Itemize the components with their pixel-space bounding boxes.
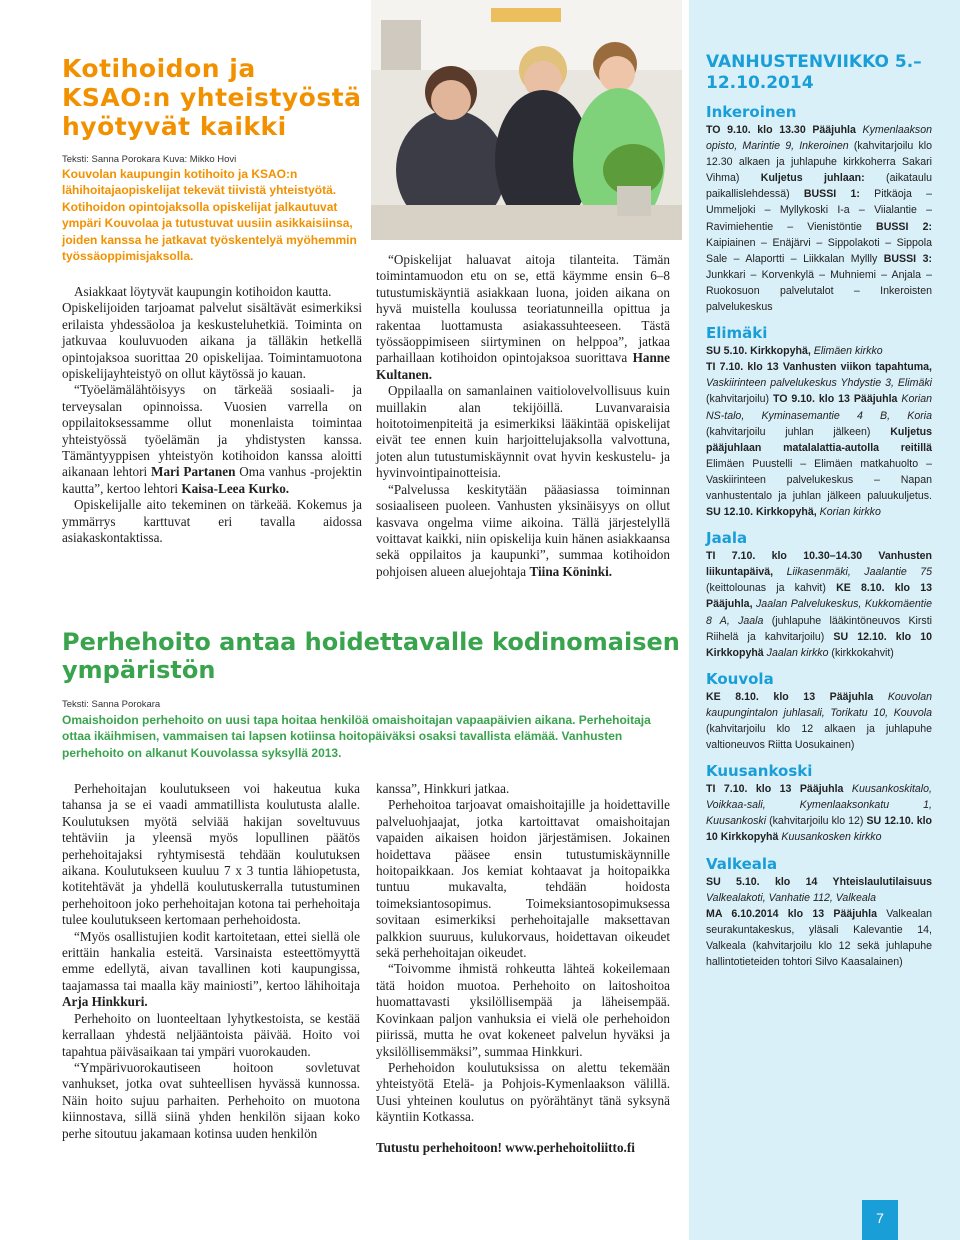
sidebar-section-kouvola [706,670,932,753]
section-heading: Kuusankoski [706,762,813,781]
page-number: 7 [862,1200,898,1240]
sidebar-section-jaala [706,529,932,661]
person-name: Tiina Köninki. [529,563,613,579]
section-heading: Kouvola [706,669,774,688]
person-name: Hanne Kultanen. [376,350,670,382]
article1-column-1 [62,284,362,547]
article1-headline: Kotihoidon ja KSAO:n yhteistyöstä hyötyvät kaikki [62,54,362,141]
paragraph: “Ympärivuorokautiseen hoitoon sovletuvat vanhukset, jotka ovat suhteellisen hyvässä kunnossa. Näin hoito sujuu parhaiten. Perhehoito on muotona kiinnostava, sillä siinä yhden henkilön sijaan koko perhe sitoutuu jakamaan kotinsa uuden henkilön [62,1059,360,1141]
paragraph: Oppilaalla on samanlainen vaitiolovelvollisuus kuin muillakin alan tekijöillä. Luvanvaraisia hoitotoimenpiteitä ja esimerkiksi lääkintää opiskelijat eivät tee ennen kuin harjoittelujaksolla valvottuna, joten alun tutustumiskäynnit ovat hyvin keskustelu- ja hyvinvointipainotteisia. [376,383,670,481]
article1-column-2 [376,252,670,580]
website-link[interactable]: Tutustu perhehoitoon! www.perhehoitoliitto.fi [376,1139,635,1155]
event-list: TI 7.10. klo 10.30–14.30 Vanhusten liikuntapäivä, Liikasenmäki, Jaalantie 75 (keittolounas ja kahvit) KE 8.10. klo 13 Pääjuhla, Jaalan Palvelukeskus, Kukkomäentie 8 A, Jaala (juhlapuhe lääkintöneuvos Kirsti Riihelä ja kahvitarjoilu) SU 12.10. klo 10 Kirkkopyhä Jaalan kirkko (kirkkokahvit) [706,550,933,659]
article2-column-1 [62,781,360,1142]
paragraph: “Myös osallistujien kodit kartoitetaan, ettei siellä ole erittäin hankalia esteitä. Varsinaista esteettömyyttä emme edellytä, aivan tavallinen koti kaupungissa, taajamassa tai maalla käy mainiosti”, kertoo lähihoitaja Arja Hinkkuri. [62,928,360,1010]
event-list: TI 7.10. klo 13 Pääjuhla Kuusankoskitalo, Voikkaa-sali, Kymenlaaksonkatu 1, Kuusankoski (kahvitarjoilu klo 12) SU 12.10. klo 10 Kirkkopyhä Kuusankosken kirkko [706,783,932,844]
sidebar-section-elimaki [706,324,932,520]
event-list: TO 9.10. klo 13.30 Pääjuhla Kymenlaakson opisto, Marintie 9, Inkeroinen (kahvitarjoilu klo 12.30 alkaen ja juhlapuhe kirkkoherra Sakari Vihma) Kuljetus juhlaan: (aikataulu paikallislehdessä) BUSSI 1: Pitkäoja – Ummeljoki – Myllykoski I-a – Viialantie – Ravimiehentie – Vienistöntie BUSSI 2: Kaipiainen – Enäjärvi – Sippolakoti – Sippola Sale – Alaportti – Liikkalan Myllly BUSSI 3: Junkkari – Korvenkylä – Muhniemi – Anjala – Ruokosuon palvelutalot – Inkeroisten palvelukeskus [706,124,932,314]
section-heading: Elimäki [706,324,768,343]
event-list: KE 8.10. klo 13 Pääjuhla Kouvolan kaupungintalon juhlasali, Torikatu 10, Kouvola (kahvitarjoilu klo 12 alkaen ja juhlapuhe valtioneuvos Riitta Uosukainen) [706,690,932,752]
paragraph: “Toivomme ihmistä rohkeutta lähteä kokeilemaan tätä hoidon muotoa. Perhehoito on laitoshoitoa huomattavasti yksilöllisempää ja läheisempää. Kovinkaan paljon vanhuksia ei vielä ole perhehoidon piirissä, mutta he ovat kokeneet palvelun hyväksi ja yksilöllisemmäksi”, summaa Hinkkuri. [376,961,670,1059]
event-list: SU 5.10. Kirkkopyhä, Elimäen kirkko TI 7.10. klo 13 Vanhusten viikon tapahtuma, Vaskiirinteen palvelukeskus Yhdystie 3, Elimäki (kahvitarjoilu) TO 9.10. klo 13 Pääjuhla Korian NS-talo, Kyminasemantie 4 B, Koria (kahvitarjoilu juhlan jälkeen) Kuljetus pääjuhlaan matalalattia-autolla reitillä Elimäen Puustelli – Elimäen matkahuolto – Vaskiirinteen palvelukeskus – Napan vanhustentalo ja juhlan jälkeen paluukuljetus. SU 12.10. Kirkkopyhä, Korian kirkko [706,345,932,519]
paragraph: Opiskelijoiden tarjoamat palvelut sisältävät esimerkiksi erilaista yhdessäoloa ja keskusteluhetkiä. Toiminta on jatkuvaa kouluvuoden aikana ja tälläkin hetkellä opintojaksoa suorittaa 20 opiskelijaa. Toimintamuotona opiskelijayhteistyö on ollut käytössä jo kauan. [62,300,362,382]
person-name: Arja Hinkkuri. [62,994,148,1010]
section-heading: Valkeala [706,854,778,873]
article1-credits: Teksti: Sanna Porokara Kuva: Mikko Hovi [62,154,237,165]
paragraph: Asiakkaat löytyvät kaupungin kotihoidon kautta. [74,284,332,299]
section-heading: Jaala [706,529,748,548]
paragraph: kanssa”, Hinkkuri jatkaa. [376,781,510,796]
article2-headline: Perhehoito antaa hoidettavalle kodinomaisen ympäristön [62,628,680,684]
paragraph: “Palvelussa keskitytään pääasiassa toiminnan sosiaaliseen puoleen. Vanhusten yksinäisyys on ollut kasvava ongelma viime aikoina. Tällä järjestelyllä voittavat kaikki, niin opiskelija kuin hänen asiakkaansa sekä oppilaitos ja kaupunki”, summaa kotihoidon pohjoisen alueen aluejohtaja Tiina Köninki. [376,481,670,579]
section-heading: Inkeroinen [706,103,797,121]
sidebar-section-inkeroinen [706,103,932,315]
paragraph: Perhehoitajan koulutukseen voi hakeutua kuka tahansa ja se ei vaadi ammatillista koulutusta alalle. Koulutuksen myötä selviää hakijan soveltuvuus tehtäviin ja yleensä myös lopullinen päätös perhehoitajaksi ryhtymisestä tehdään koulutuksen aikana. Koulutukseen kuuluu 7 x 3 tuntia lähiopetusta, kotitehtävät ja yhdellä koulutuskerralla tutustuminen perhehoitoon joko perhehoitajan kotona tai perhehoitaja tulee koulutukseen kertomaan perhehoidosta. [62,781,360,928]
photo-three-women-illustration [371,0,682,240]
article2-lead: Omaishoidon perhehoito on uusi tapa hoitaa henkilöä omaishoitajan vapaapäivien aikana. Perhehoitaja ottaa ikäihmisen, vammaisen tai lapsen kotiinsa hoitopäiväksi osaksi tavallista elämää. Vanhusten perhehoito on alkanut Kouvolassa syksyllä 2013. [62,713,651,760]
article-photo [371,0,682,240]
person-name: Mari Partanen [151,464,236,480]
event-list: SU 5.10. klo 14 Yhteislaulutilaisuus Valkealakoti, Vanhatie 112, Valkeala MA 6.10.2014 klo 13 Pääjuhla Valkealan seurakuntakeskus, yläsali Kalevantie 14, Valkeala (kahvitarjoilu klo 12 sekä juhlapuhe hallintotieteiden tohtori Silvo Kaasalainen) [706,875,932,969]
event-sidebar [689,0,960,1240]
sidebar-section-valkeala [706,855,932,971]
paragraph: Perhehoidon koulutuksissa on alettu tekemään yhteistyötä Etelä- ja Pohjois-Kymenlaakson välillä. Uusi yhteinen koulutus on pyörähtänyt tänä syksynä käyntiin Kotkassa. [376,1059,670,1125]
paragraph: Perhehoito on luonteeltaan lyhytkestoista, se kestää kerrallaan yhdestä neljääntoista päivää. Hoito voi tapahtua päiväsaikaan tai ympäri vuorokauden. [62,1010,360,1059]
paragraph: Perhehoitoa tarjoavat omaishoitajille ja hoidettaville palveluohjaajat, jotka kartoittavat omaishoitajan vapaiden aikaisen hoidon järjestämisen. Jokainen hoidettava pääsee ensin tutustumiskäynnille hoitopaikkaan. Jos kemiat kohtaavat ja hoitopaikka tuntuu mukavalta, tehdään hoidosta toimeksiantosopimus. Toimeksiantosopimuksessa sovitaan esimerkiksi perhehoitajalle maksettavan palkkion suuruus, kulukorvaus, hoidettavan oikeudet sekä perhehoitajan oikeudet. [376,797,670,961]
paragraph: Opiskelijalle aito tekeminen on tärkeää. Kokemus ja ymmärrys karttuvat eri tavalla aidossa asiakaskontaktissa. [62,497,362,546]
sidebar-title: VANHUSTENVIIKKO 5.–12.10.2014 [706,52,922,93]
article2-credits: Teksti: Sanna Porokara [62,699,161,710]
article1-lead: Kouvolan kaupungin kotihoito ja KSAO:n lähihoitajaopiskelijat tekevät tiivistä yhteistyötä. Kotihoidon opintojaksolla opiskelijat jalkautuvat ympäri Kouvolaa ja tutustuvat uusiin asikkaisiinsa, joiden kanssa he jatkavat työskentelyä myöhemmin työssäoppimisjaksolla. [62,167,357,264]
paragraph: “Opiskelijat haluavat aitoja tilanteita. Tämän toimintamuodon etu on se, että käymme ensin 6–8 tutustumiskäyntiä asiakkaan luona, joiden aikana on hyvä muistella koulussa teoriatunneilla opittua ja rakentaa luottamusta asiakassuhteeseen. Tästä työssäoppimiseen siirtyminen on helppoa”, jatkaa parhaillaan kotihoidon opintojaksoa suorittava Hanne Kultanen. [376,252,670,382]
sidebar-section-kuusankoski [706,762,932,845]
person-name: Kaisa-Leea Kurko. [181,480,290,496]
paragraph: “Työelämälähtöisyys on tärkeää sosiaali- ja terveysalan opinnoissa. Vuosien varrella on oppilaitoksessamme ollut monenlaista toimintaa yhteistyössä työelämän ja yhdistysten kanssa. Tämäntyyppisen yhteistyön kotihoidon kanssa aloitti aikanaan lehtori Mari Partanen Oma vanhus -projektin kautta”, kertoo lehtori Kaisa-Leea Kurko. [62,382,362,496]
article2-column-2 [376,781,670,1156]
